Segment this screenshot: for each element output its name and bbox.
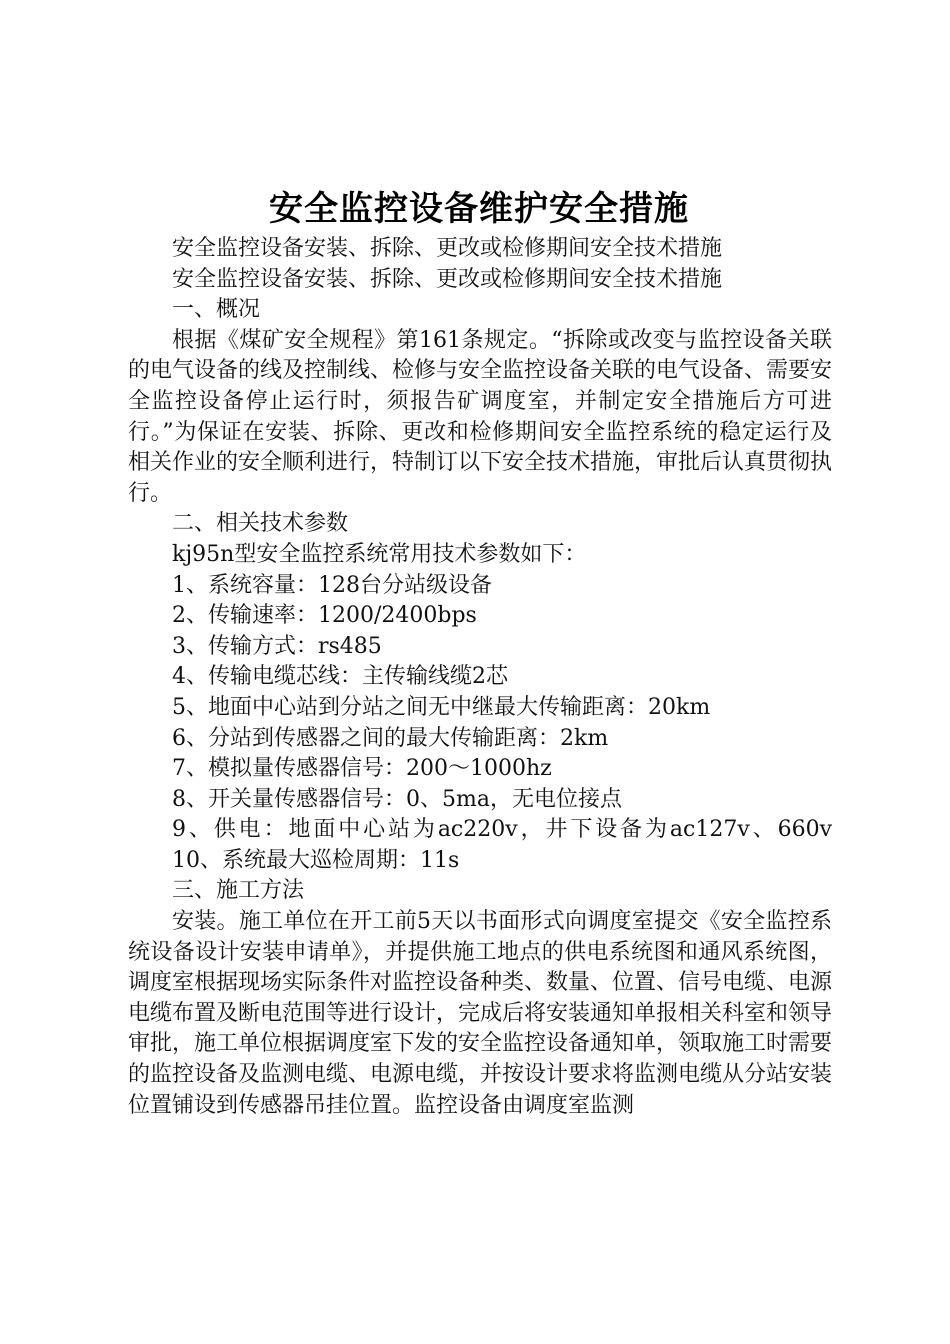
section-heading-overview: 一、概况	[172, 297, 261, 323]
parameter-item-8: 8、开关量传感器信号：0、5ma，无电位接点	[172, 786, 622, 812]
parameter-item-4: 4、传输电缆芯线：主传输线缆2芯	[172, 664, 508, 690]
document-body	[128, 234, 832, 1121]
parameter-item-6: 6、分站到传感器之间的最大传输距离：2km	[172, 725, 609, 751]
subtitle-line-2: 安全监控设备安装、拆除、更改或检修期间安全技术措施	[172, 266, 723, 292]
section-heading-parameters: 二、相关技术参数	[172, 511, 349, 537]
parameter-item-9: 9、供电：地面中心站为ac220v，井下设备为ac127v、660v	[172, 817, 832, 843]
parameter-item-1: 1、系统容量：128台分站级设备	[172, 572, 492, 598]
parameter-item-10: 10、系统最大巡检周期：11s	[172, 847, 460, 873]
paragraph-overview: 根据《煤矿安全规程》第161条规定。“拆除或改变与监控设备关联的电气设备的线及控制线、检修与安全监控设备关联的电气设备、需要安全监控设备停止运行时，须报告矿调度室，并制定安全措施后方可进行。”为保证在安装、拆除、更改和检修期间安全监控系统的稳定运行及相关作业的安全顺利进行，特制订以下安全技术措施，审批后认真贯彻执行。	[128, 327, 833, 506]
paragraph-installation: 安装。施工单位在开工前5天以书面形式向调度室提交《安全监控系统设备设计安装申请单》，并提供施工地点的供电系统图和通风系统图，调度室根据现场实际条件对监控设备种类、数量、位置、信号电缆、电源电缆布置及断电范围等进行设计，完成后将安装通知单报相关科室和领导审批，施工单位根据调度室下发的安全监控设备通知单，领取施工时需要的监控设备及监测电缆、电源电缆，并按设计要求将监测电缆从分站安装位置铺设到传感器吊挂位置。监控设备由调度室监测	[128, 909, 833, 1118]
parameters-intro: kj95n型安全监控系统常用技术参数如下：	[172, 541, 587, 567]
parameter-item-2: 2、传输速率：1200/2400bps	[172, 603, 477, 629]
parameter-item-5: 5、地面中心站到分站之间无中继最大传输距离：20km	[172, 694, 711, 720]
section-heading-construction: 三、施工方法	[172, 878, 305, 904]
parameter-item-7: 7、模拟量传感器信号：200～1000hz	[172, 756, 552, 782]
document-title: 安全监控设备维护安全措施	[269, 189, 689, 229]
parameter-item-3: 3、传输方式：rs485	[172, 633, 382, 659]
subtitle-line-1: 安全监控设备安装、拆除、更改或检修期间安全技术措施	[172, 236, 723, 261]
